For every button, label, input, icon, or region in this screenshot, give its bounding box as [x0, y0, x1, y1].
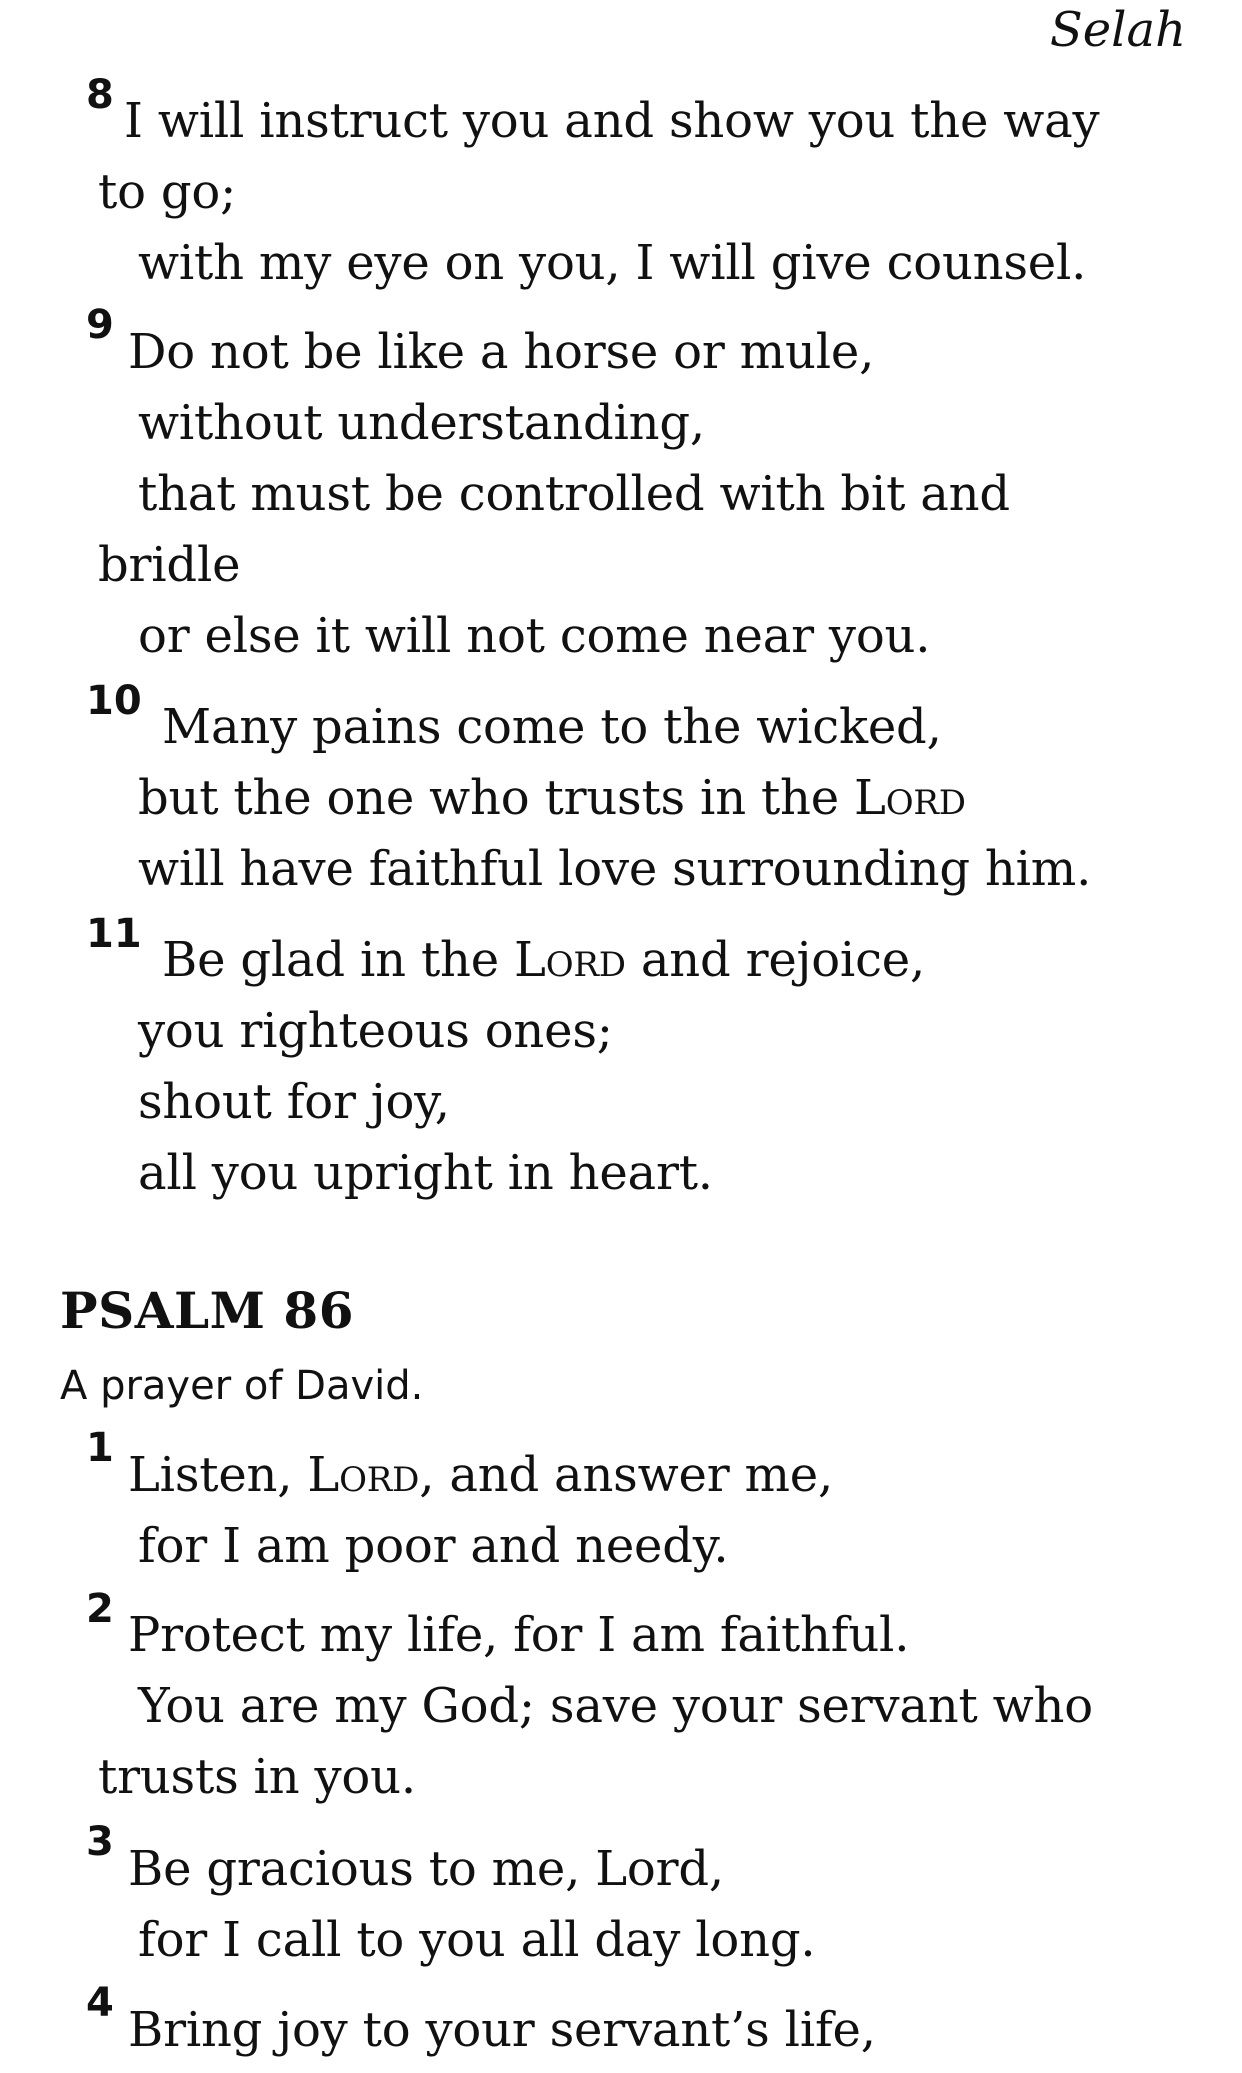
verse-number-1: 1 — [86, 1425, 114, 1471]
selah-marker: Selah — [1049, 2, 1186, 58]
verse-number-11: 11 — [86, 911, 142, 957]
verse-10-line-3: will have faithful love surrounding him. — [138, 841, 1092, 897]
psalm-verse-3-line-2: for I call to you all day long. — [138, 1912, 816, 1968]
verse-10-line-2-text: but the one who trusts in the — [138, 770, 855, 826]
verse-number-2: 2 — [86, 1586, 114, 1632]
verse-number-9: 9 — [86, 302, 114, 348]
verse-11-line-4: all you upright in heart. — [138, 1145, 713, 1201]
verse-number-4: 4 — [86, 1980, 114, 2026]
psalm-verse-2-line-3: trusts in you. — [98, 1749, 416, 1805]
psalm-superscription: A prayer of David. — [60, 1363, 424, 1409]
verse-9-line-4: bridle — [98, 537, 241, 593]
verse-number-10: 10 — [86, 678, 142, 724]
verse-11-line-1 — [162, 932, 926, 988]
divine-name-lord: Lord — [307, 1447, 420, 1503]
psalm-heading: PSALM 86 — [60, 1281, 354, 1340]
verse-9-line-5: or else it will not come near you. — [138, 608, 931, 664]
verse-11-line-2: you righteous ones; — [138, 1003, 613, 1059]
verse-11-line-3: shout for joy, — [138, 1074, 450, 1130]
psalm-verse-2-line-2: You are my God; save your servant who — [138, 1678, 1093, 1734]
verse-10-line-2 — [138, 770, 966, 826]
verse-8-line-2: to go; — [98, 164, 237, 220]
divine-name-lord: Lord — [514, 932, 626, 988]
verse-8-line-3: with my eye on you, I will give counsel. — [138, 235, 1087, 291]
verse-9-line-1: Do not be like a horse or mule, — [128, 324, 875, 380]
psalm-verse-1-line-1 — [128, 1447, 834, 1503]
verse-9-line-2: without understanding, — [138, 395, 705, 451]
verse-9-line-3: that must be controlled with bit and — [138, 466, 1010, 522]
psalm-verse-1-line-2: for I am poor and needy. — [138, 1518, 729, 1574]
psalm-verse-2-line-1: Protect my life, for I am faithful. — [128, 1607, 910, 1663]
divine-name-lord: Lord — [854, 770, 966, 826]
verse-number-8: 8 — [86, 72, 114, 118]
verse-11-line-1-text: Be glad in the — [162, 932, 515, 988]
verse-10-line-1: Many pains come to the wicked, — [162, 699, 942, 755]
psalm-verse-1-line-1-text: Listen, — [128, 1447, 308, 1503]
psalm-verse-3-line-1: Be gracious to me, Lord, — [128, 1841, 724, 1897]
psalm-verse-4-line-1: Bring joy to your servant’s life, — [128, 2002, 876, 2058]
verse-11-line-1-end: and rejoice, — [625, 932, 926, 988]
verse-8-line-1: I will instruct you and show you the way — [124, 93, 1100, 149]
verse-number-3: 3 — [86, 1819, 114, 1865]
psalm-verse-1-line-1-end: , and answer me, — [419, 1447, 834, 1503]
